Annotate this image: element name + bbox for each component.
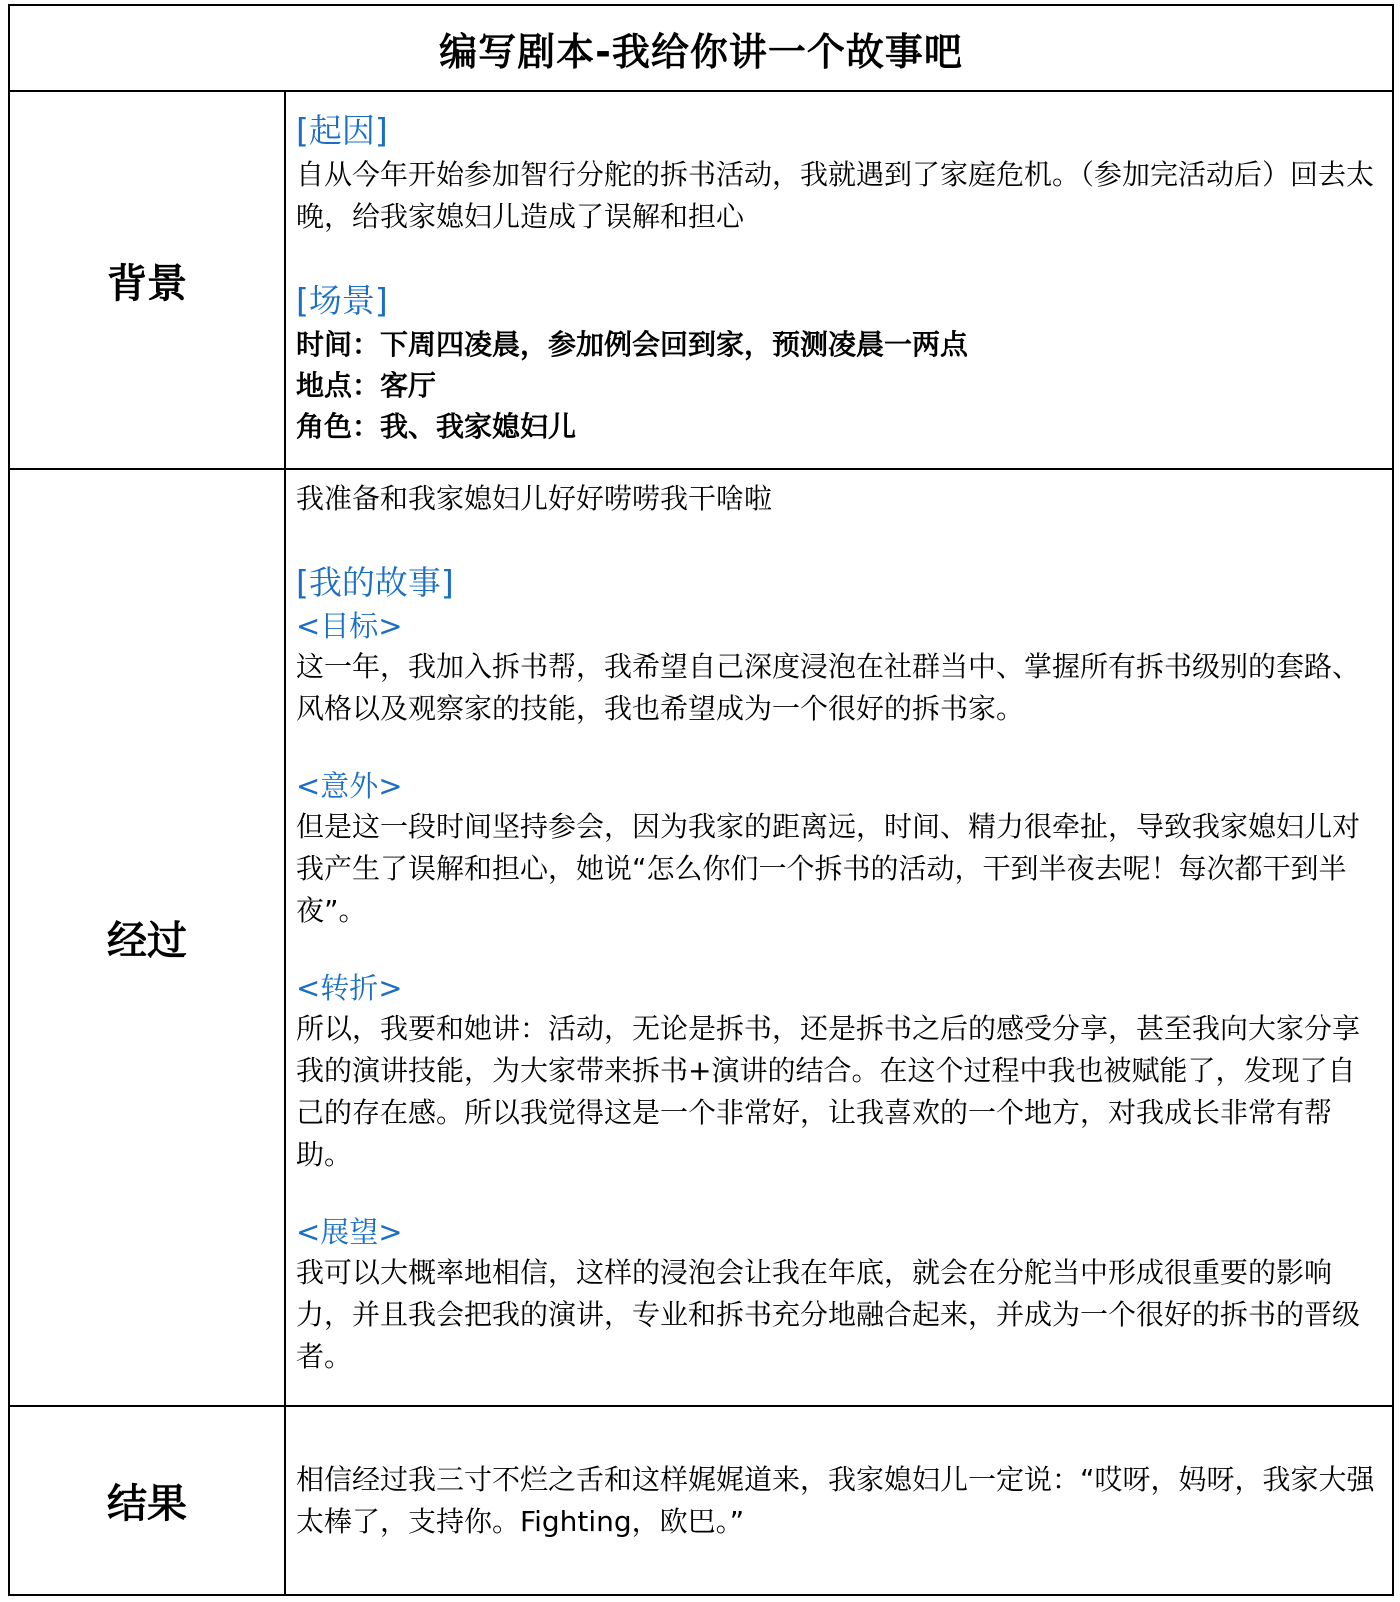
background-label: 背景: [10, 92, 286, 470]
goal-heading: <目标>: [296, 609, 403, 643]
accident-text: 但是这一段时间坚持参会，因为我家的距离远，时间、精力很牵扯，导致我家媳妇儿对我产生了误解和担心，她说“怎么你们一个拆书的活动，干到半夜去呢！每次都干到半夜”。: [296, 810, 1361, 927]
turn-text: 所以，我要和她讲：活动，无论是拆书，还是拆书之后的感受分享，甚至我向大家分享我的演讲技能，为大家带来拆书+演讲的结合。在这个过程中我也被赋能了，发现了自己的存在感。所以我觉得这是一个非常好，让我喜欢的一个地方，对我成长非常有帮助。: [296, 1012, 1361, 1171]
scene-time: 时间：下周四凌晨，参加例会回到家，预测凌晨一两点: [296, 328, 969, 361]
accident-heading: <意外>: [296, 769, 403, 803]
result-text: 相信经过我三寸不烂之舌和这样娓娓道来，我家媳妇儿一定说：“哎呀，妈呀，我家大强太棒了，支持你。Fighting，欧巴。”: [296, 1462, 1375, 1538]
outlook-heading: <展望>: [296, 1215, 403, 1249]
background-content: [286, 92, 1392, 470]
outlook-text: 我可以大概率地相信，这样的浸泡会让我在年底，就会在分舵当中形成很重要的影响力，并且我会把我的演讲，专业和拆书充分地融合起来，并成为一个很好的拆书的晋级者。: [296, 1256, 1361, 1373]
scene-heading: [场景]: [296, 281, 388, 320]
process-label: 经过: [10, 470, 286, 1407]
scene-place: 地点：客厅: [296, 369, 437, 402]
process-content: [286, 470, 1392, 1407]
story-heading: [我的故事]: [296, 563, 454, 602]
goal-text: 这一年，我加入拆书帮，我希望自己深度浸泡在社群当中、掌握所有拆书级别的套路、风格以及观察家的技能，我也希望成为一个很好的拆书家。: [296, 650, 1361, 725]
result-content: [286, 1407, 1392, 1594]
cause-text: 自从今年开始参加智行分舵的拆书活动，我就遇到了家庭危机。（参加完活动后）回去太晚，给我家媳妇儿造成了误解和担心: [296, 158, 1375, 233]
result-label: 结果: [10, 1407, 286, 1594]
cause-heading: [起因]: [296, 111, 388, 150]
turn-heading: <转折>: [296, 971, 403, 1005]
scene-roles: 角色：我、我家媳妇儿: [296, 410, 577, 443]
page-title: 编写剧本-我给你讲一个故事吧: [10, 6, 1392, 92]
script-table: [8, 4, 1394, 1596]
process-intro: 我准备和我家媳妇儿好好唠唠我干啥啦: [296, 482, 773, 515]
